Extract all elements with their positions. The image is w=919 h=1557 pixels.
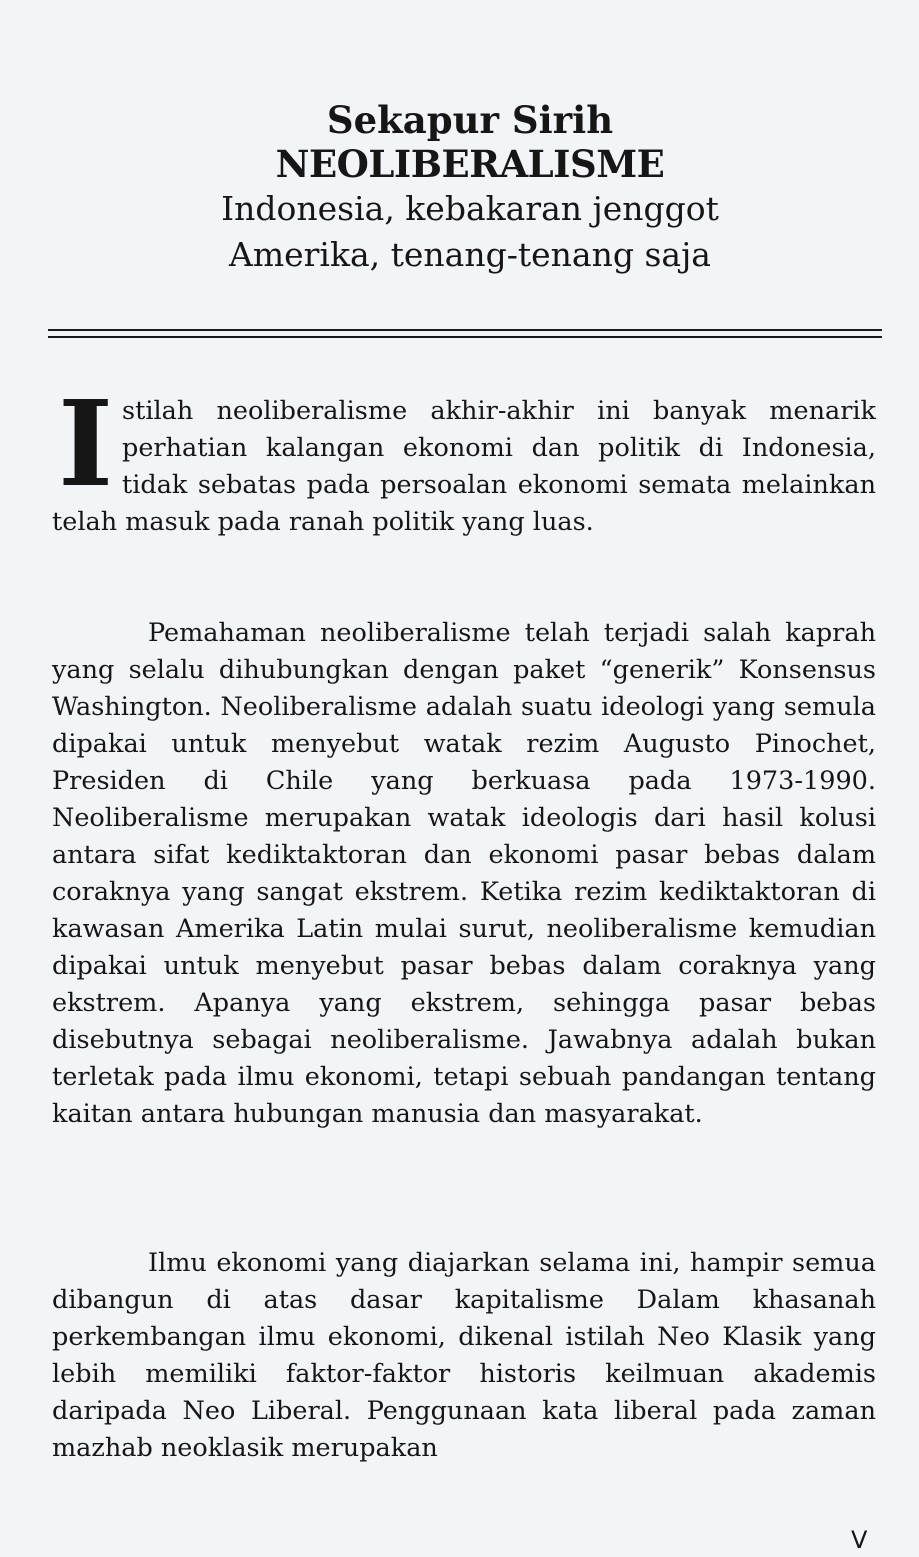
- paragraph-3: Ilmu ekonomi yang diajarkan selama ini, hampir semua dibangun di atas dasar kapitalisme Dalam khasanah perkembangan ilmu ekonomi, dikenal istilah Neo Klasik yang lebih memiliki faktor-faktor historis keilmuan akademis daripada Neo Liberal. Penggunaan kata liberal pada zaman mazhab neoklasik merupakan: [52, 1248, 876, 1463]
- chapter-header: [170, 98, 770, 278]
- header-rule-bottom: [48, 336, 882, 338]
- paragraph-2: Pemahaman neoliberalisme telah terjadi salah kaprah yang selalu dihubungkan dengan paket “generik” Konsensus Washington. Neoliberalisme adalah suatu ideologi yang semula dipakai untuk menyebut watak rezim Augusto Pinochet, Presiden di Chile yang berkuasa pada 1973-1990. Neoliberalisme merupakan watak ideologis dari hasil kolusi antara sifat kediktaktoran dan ekonomi pasar bebas dalam coraknya yang sangat ekstrem. Ketika rezim kediktaktoran di kawasan Amerika Latin mulai surut, neoliberalisme kemudian dipakai untuk menyebut pasar bebas dalam coraknya yang ekstrem. Apanya yang ekstrem, sehingga pasar bebas disebutnya sebagai neoliberalisme. Jawabnya adalah bukan terletak pada ilmu ekonomi, tetapi sebuah pandangan tentang kaitan antara hubungan manusia dan masyarakat.: [52, 618, 876, 1129]
- page-number: V: [851, 1526, 868, 1554]
- header-rule-top: [48, 329, 882, 331]
- chapter-subtitle-line-1: Indonesia, kebakaran jenggot: [221, 189, 719, 228]
- chapter-title: Sekapur Sirih: [326, 98, 614, 142]
- chapter-subtitle-line-2: Amerika, tenang-tenang saja: [229, 235, 711, 274]
- paragraph-1: [52, 374, 876, 541]
- paragraph-1-text: stilah neoliberalisme akhir-akhir ini banyak menarik perhatian kalangan ekonomi dan politik di Indonesia, tidak sebatas pada persoalan ekonomi semata melainkan telah masuk pada ranah politik yang luas.: [52, 396, 876, 537]
- drop-cap: I: [58, 374, 114, 513]
- chapter-main-title: NEOLIBERALISME: [275, 142, 665, 186]
